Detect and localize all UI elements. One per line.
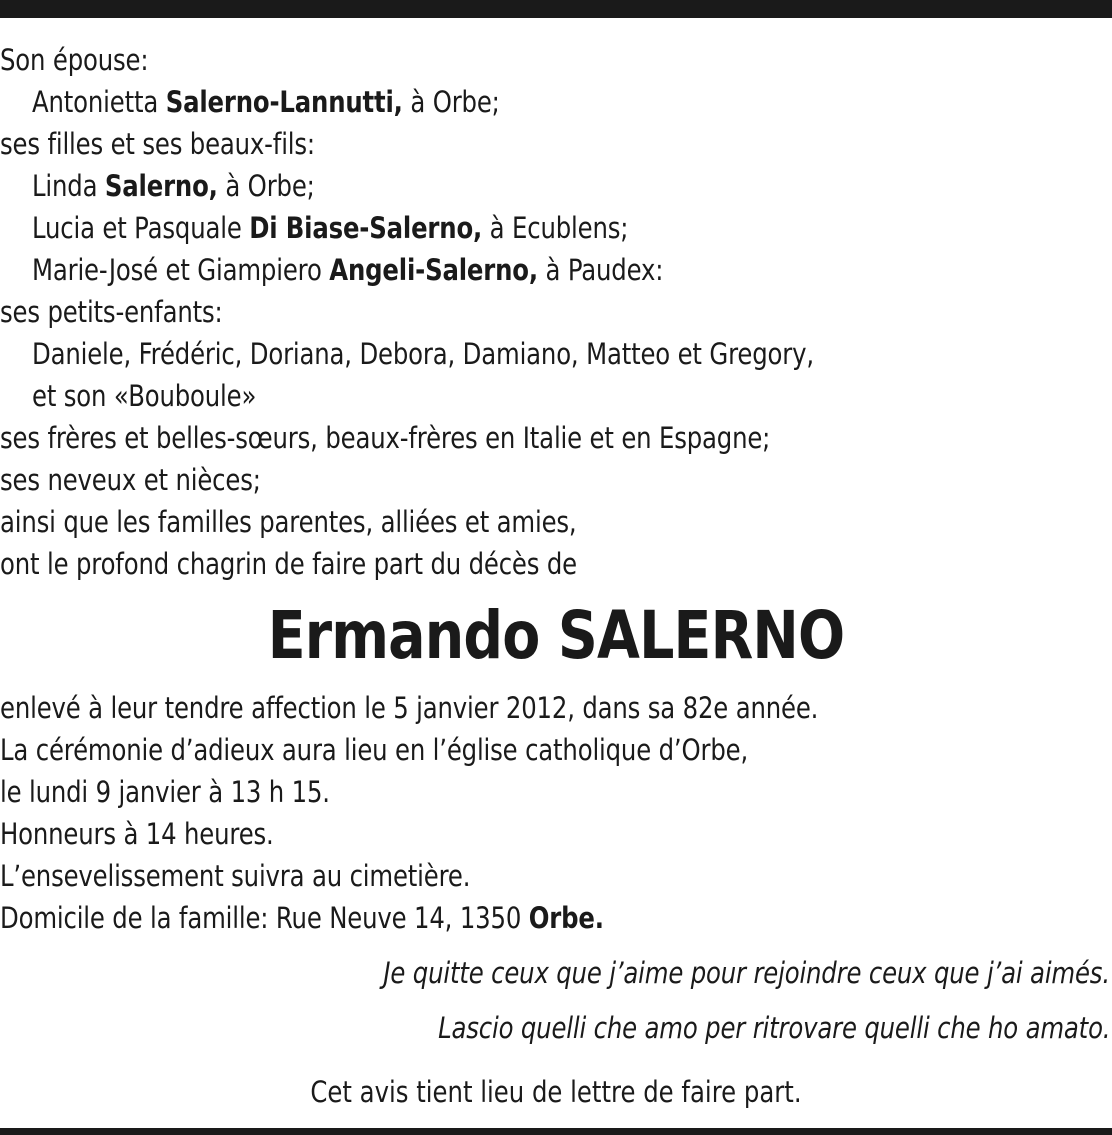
relatives-line: ainsi que les familles parentes, alliées et amies,: [0, 505, 577, 539]
daughter-surname: Di Biase-Salerno,: [249, 211, 483, 245]
ceremony-date-line: le lundi 9 janvier à 13 h 15.: [0, 775, 330, 809]
closing-notice: Cet avis tient lieu de lettre de faire part.: [310, 1075, 802, 1109]
daughter-surname: Salerno,: [104, 169, 218, 203]
ceremony-line: La cérémonie d’adieux aura lieu en l’église catholique d’Orbe,: [0, 733, 749, 767]
family-address-line: Domicile de la famille: Rue Neuve 14, 1350 Orbe.: [0, 901, 604, 935]
nephews-line: ses neveux et nièces;: [0, 463, 261, 497]
burial-line: L’ensevelissement suivra au cimetière.: [0, 859, 471, 893]
address-town: Orbe.: [528, 901, 604, 935]
spouse-line: Antonietta Salerno-Lannutti, à Orbe;: [32, 85, 500, 119]
top-border: [0, 0, 1112, 18]
daughter-line-marie-jose: Marie-José et Giampiero Angeli-Salerno, à Paudex:: [32, 253, 664, 287]
quote-italian: Lascio quelli che amo per ritrovare quelli che ho amato.: [437, 1011, 1110, 1045]
honours-line: Honneurs à 14 heures.: [0, 817, 274, 851]
grandchildren-heading: ses petits-enfants:: [0, 295, 223, 329]
daughter-line-lucia: Lucia et Pasquale Di Biase-Salerno, à Ecublens;: [32, 211, 629, 245]
bottom-border: [0, 1128, 1112, 1135]
daughter-surname: Angeli-Salerno,: [329, 253, 538, 287]
grandchildren-pet: et son «Bouboule»: [32, 379, 257, 413]
daughters-heading: ses filles et ses beaux-fils:: [0, 127, 315, 161]
quote-french: Je quitte ceux que j’aime pour rejoindre ceux que j’ai aimés.: [383, 956, 1110, 990]
deceased-name: Ermando SALERNO: [267, 597, 845, 674]
grandchildren-names: Daniele, Frédéric, Doriana, Debora, Damiano, Matteo et Gregory,: [32, 337, 814, 371]
spouse-heading: Son épouse:: [0, 43, 149, 77]
announcement-line: ont le profond chagrin de faire part du décès de: [0, 547, 577, 581]
daughter-line-linda: Linda Salerno, à Orbe;: [32, 169, 315, 203]
siblings-line: ses frères et belles-sœurs, beaux-frères en Italie et en Espagne;: [0, 421, 771, 455]
death-date-line: enlevé à leur tendre affection le 5 janvier 2012, dans sa 82e année.: [0, 691, 819, 725]
spouse-surname: Salerno-Lannutti,: [165, 85, 403, 119]
